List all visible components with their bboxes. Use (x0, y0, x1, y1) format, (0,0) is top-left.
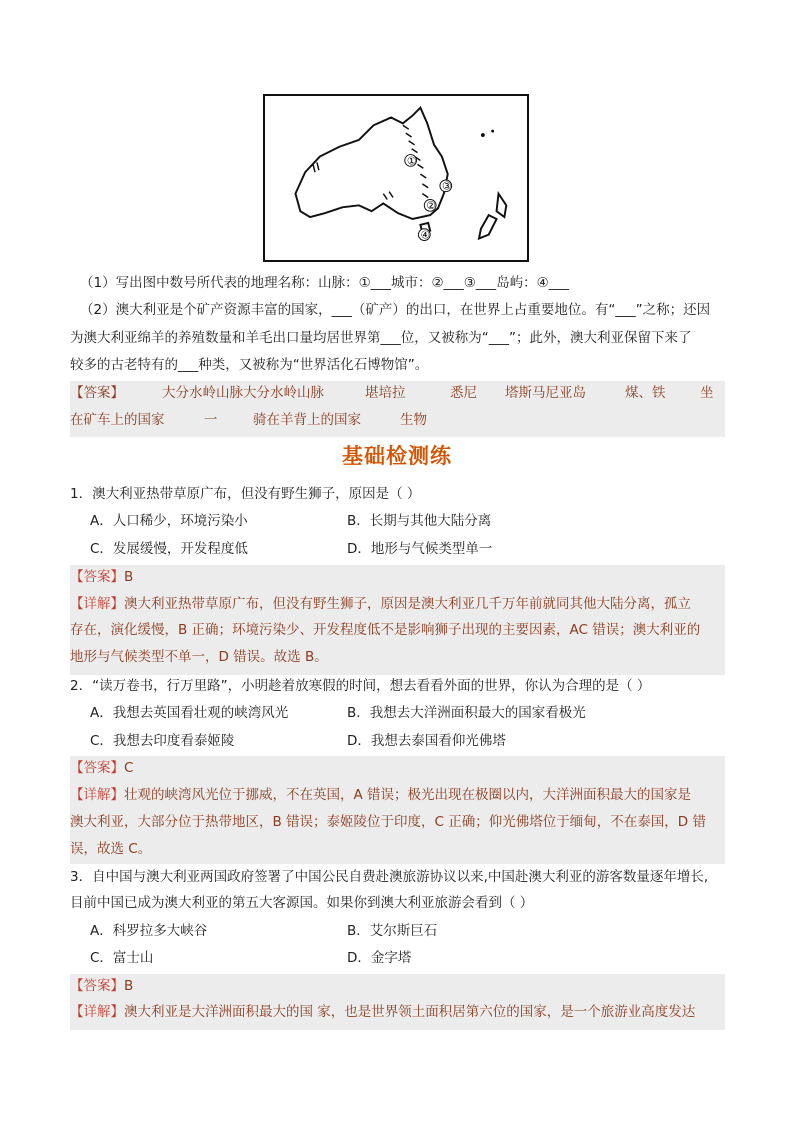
island-dot (481, 133, 485, 137)
question-1-option-d: D．地形与气候类型单一 (347, 541, 493, 557)
question-2-answer-box (70, 756, 725, 864)
question-1-option-a: A．人口稀少，环境污染小 (90, 513, 248, 529)
question-2-option-b: B．我想去大洋洲面积最大的国家看极光 (347, 705, 586, 721)
answer-tag: 【答案】 (70, 760, 124, 776)
map-label-3: ③ (441, 179, 452, 193)
answer-tag: 【答案】 (70, 978, 124, 994)
detail-tag: 【详解】 (70, 787, 124, 803)
answer-item: 大分水岭山脉大分水岭山脉 (162, 385, 324, 401)
detail-tag: 【详解】 (70, 596, 124, 612)
new-zealand-north (497, 194, 507, 217)
question-1-stem: 1．澳大利亚热带草原广布，但没有野生狮子，原因是（ ） (70, 486, 421, 502)
detail-tag: 【详解】 (70, 1004, 124, 1020)
intro-question-2-line-2: 为澳大利亚绵羊的养殖数量和羊毛出口量均居世界第___位，又被称为“___”；此外，澳大利亚保留下来了 (70, 330, 692, 346)
question-3-detail-line-1 (70, 1002, 695, 1022)
map-label-1: ① (406, 154, 417, 168)
question-1-detail-line-3: 地形与气候类型不单一，D 错误。故选 B。 (70, 649, 328, 665)
question-3-stem-line-2: 目前中国已成为澳大利亚的第五大客源国。如果你到澳大利亚旅游会看到（ ） (70, 895, 534, 911)
answer-item: 在矿车上的国家 (70, 412, 165, 428)
question-1-detail-line-1 (70, 594, 691, 614)
island-dot (491, 130, 494, 133)
answer-item: 堪培拉 (365, 385, 406, 401)
answer-value: B (124, 569, 134, 585)
answer-item: 骑在羊背上的国家 (253, 412, 361, 428)
answer-item: 生物 (400, 412, 427, 428)
australia-map-svg (265, 96, 527, 260)
question-2-detail-line-2: 澳大利亚，大部分位于热带地区，B 错误；泰姬陵位于印度，C 正确；仰光佛塔位于缅甸，不在泰国，D 错 (70, 814, 706, 830)
question-2-option-c: C．我想去印度看泰姬陵 (90, 733, 235, 749)
answer-item: 悉尼 (450, 385, 477, 401)
intro-question-1: （1）写出图中数号所代表的地理名称：山脉：①___城市：②___③___岛屿：④___ (80, 275, 569, 291)
question-3-stem-line-1: 3．自中国与澳大利亚两国政府签署了中国公民自费赴澳旅游协议以来,中国赴澳大利亚的游客数量逐年增长, (70, 869, 709, 885)
question-3-option-c: C．富士山 (90, 950, 154, 966)
answer-item: 煤、铁 (625, 385, 666, 401)
question-3-option-a: A．科罗拉多大峡谷 (90, 923, 208, 939)
question-2-detail-line-1 (70, 785, 691, 805)
answer-value: C (124, 760, 134, 776)
question-3-answer-line (70, 976, 133, 996)
new-zealand-south (479, 215, 497, 238)
question-3-option-d: D．金字塔 (347, 950, 412, 966)
question-1-option-b: B．长期与其他大陆分离 (347, 513, 492, 529)
answer-item: 一 (204, 412, 218, 428)
question-2-option-a: A．我想去英国看壮观的峡湾风光 (90, 705, 289, 721)
map-label-2: ② (426, 199, 436, 213)
section-title: 基础检测练 (342, 444, 452, 468)
answer-item: 坐 (700, 385, 714, 401)
detail-text: 澳大利亚是大洋洲面积最大的国 家，也是世界领土面积居第六位的国家，是一个旅游业高度发达 (124, 1004, 696, 1020)
answer-item: 塔斯马尼亚岛 (505, 385, 586, 401)
interior-marks (313, 162, 393, 199)
question-1-option-c: C．发展缓慢，开发程度低 (90, 541, 248, 557)
detail-text: 澳大利亚热带草原广布，但没有野生狮子，原因是澳大利亚几千万年前就同其他大陆分离，孤立 (124, 596, 691, 612)
intro-question-2-line-1: （2）澳大利亚是个矿产资源丰富的国家，___（矿产）的出口，在世界上占重要地位。有“___”之称；还因 (80, 302, 711, 318)
answer-tag: 【答案】 (70, 569, 124, 585)
question-1-detail-line-2: 存在，演化缓慢，B 正确；环境污染少、开发程度低不是影响狮子出现的主要因素，AC 错误；澳大利亚的 (70, 622, 701, 638)
question-3-option-b: B．艾尔斯巨石 (347, 923, 438, 939)
question-2-stem: 2．“读万卷书，行万里路”，小明趁着放寒假的时间，想去看看外面的世界，你认为合理的是（ ） (70, 678, 651, 694)
intro-question-2-line-3: 较多的古老特有的___种类，又被称为“世界活化石博物馆”。 (70, 357, 429, 373)
question-1-answer-box (70, 565, 725, 675)
answer-tag: 【答案】 (70, 385, 124, 401)
question-1-answer-line (70, 567, 133, 587)
detail-text: 壮观的峡湾风光位于挪威，不在英国，A 错误；极光出现在极圈以内，大洋洲面积最大的国家是 (124, 787, 692, 803)
question-2-answer-line (70, 758, 133, 778)
map-label-4: ④ (420, 228, 431, 242)
answer-value: B (124, 978, 134, 994)
australia-map-figure (263, 94, 529, 262)
question-2-option-d: D．我想去泰国看仰光佛塔 (347, 733, 506, 749)
question-2-detail-line-3: 误，故选 C。 (70, 841, 152, 857)
question-3-answer-box (70, 974, 725, 1030)
intro-answer-box (70, 381, 725, 437)
